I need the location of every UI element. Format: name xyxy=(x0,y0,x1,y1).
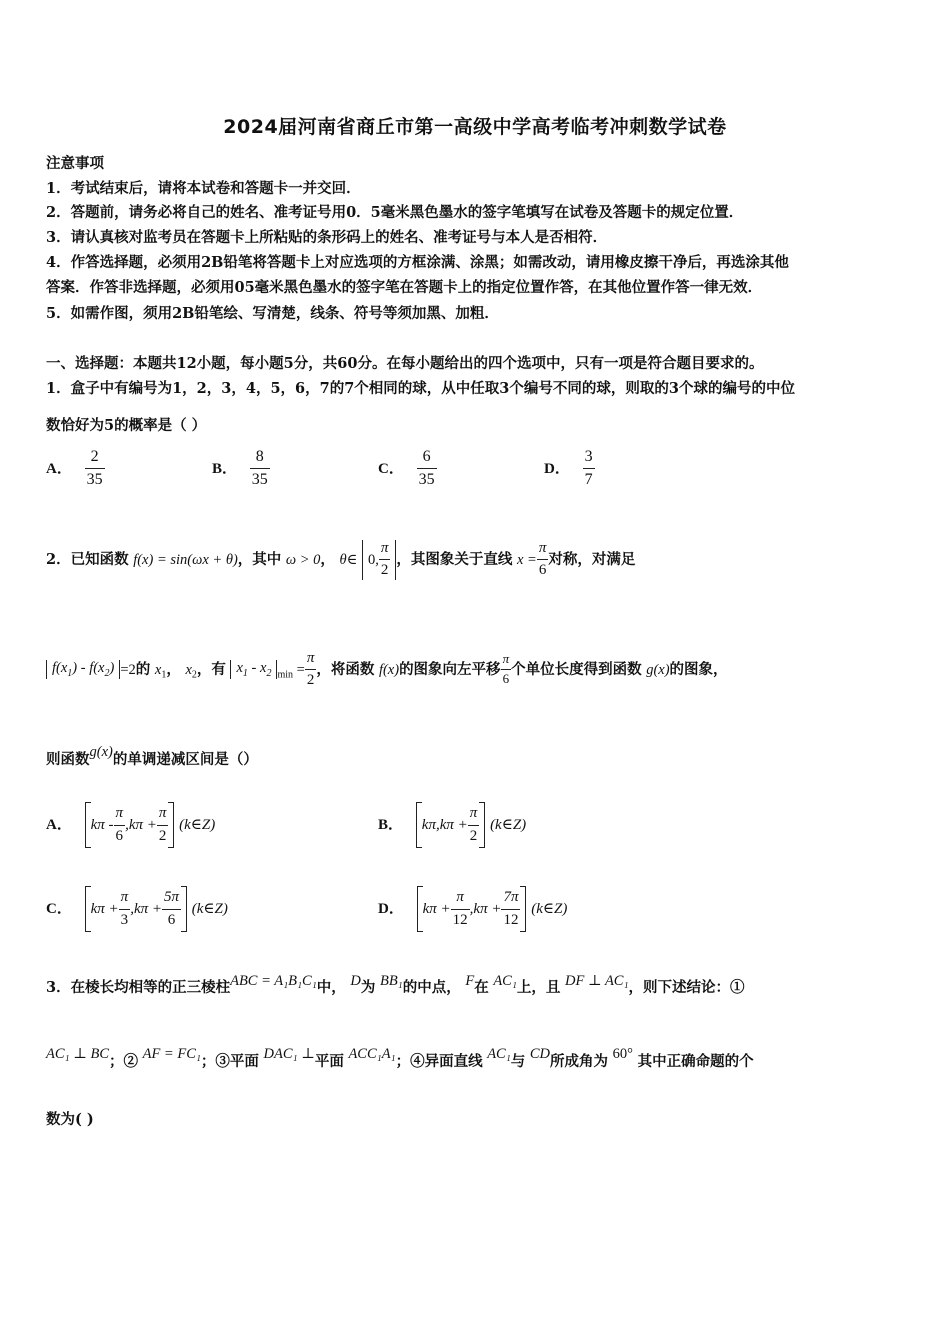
q2-abs-x: $x_1 - x_2$ xyxy=(230,660,277,679)
option-label: B． xyxy=(212,460,238,477)
q2-theta: θ∈ xyxy=(339,551,358,568)
q1-option-b[interactable] xyxy=(212,448,270,490)
q2-option-a[interactable]: A． kπ - $\frac{\pi}{6}$ ,kπ + $\frac{\pi}{2}$ (k∈Z) xyxy=(46,802,215,848)
option-label: C． xyxy=(378,460,404,477)
q1-option-a[interactable] xyxy=(46,448,105,490)
option-fraction: $\frac{3}{7}$ xyxy=(584,448,593,489)
notice-item-4-cont: 答案．作答非选择题，必须用05毫米黑色墨水的签字笔在答题卡上的指定位置作答，在其他位置作答一律无效． xyxy=(46,279,763,296)
q1-option-c[interactable] xyxy=(378,448,437,490)
option-fraction: $\frac{2}{35}$ xyxy=(86,448,103,489)
notice-heading: 注意事项 xyxy=(46,155,104,172)
q2-omega: ω > 0 xyxy=(285,551,321,568)
option-label: D． xyxy=(544,460,570,477)
option-fraction: $\frac{6}{35}$ xyxy=(418,448,435,489)
q3-line1: 3．在棱长均相等的正三棱柱ABC = A₁B₁C₁中， D为 BB₁的中点， F在 AC₁上，且 DF ⊥ AC₁，则下述结论：① xyxy=(46,973,745,996)
page-title: 2024届河南省商丘市第一高级中学高考临考冲刺数学试卷 xyxy=(223,116,727,138)
q3-line2: AC₁ ⊥ BC；② AF = FC₁；③平面 DAC₁ ⊥平面 ACC₁A₁；④异面直线 AC₁与 CD所成角为 60° 其中正确命题的个 xyxy=(46,1046,754,1070)
notice-item-4: 4．作答选择题，必须用2B铅笔将答题卡上对应选项的方框涂满、涂黑；如需改动，请用橡皮擦干净后，再选涂其他 xyxy=(46,254,789,271)
option-fraction: $\frac{8}{35}$ xyxy=(251,448,268,489)
q2-abs-difference: $f(x_1) - f(x_2)$ xyxy=(46,660,120,679)
option-label: A． xyxy=(46,460,72,477)
q2-line3: 则函数g(x)的单调递减区间是（） xyxy=(46,744,258,768)
q2-option-c[interactable]: C． kπ + $\frac{\pi}{3}$ ,kπ + $\frac{5\pi}{6}$ (k∈Z) xyxy=(46,886,228,932)
q2-line2: $f(x_1) - f(x_2) =2$的 $x_1$， $x_2$，有 $x_1 - x_2$ $_{min}$ = $\frac{\pi}{2}$ ，将函数 f(x)的图象向左平移 $\frac{\pi}{6}$ 个单位长度得到函数 g(x)的图象， xyxy=(46,650,728,690)
notice-item-1: 1．考试结束后，请将本试卷和答题卡一并交回． xyxy=(46,180,361,197)
notice-item-2: 2．答题前，请务必将自己的姓名、准考证号用0．5毫米黑色墨水的签字笔填写在试卷及答题卡的规定位置． xyxy=(46,204,744,221)
q1-line1: 1．盒子中有编号为1，2，3，4，5，6，7的7个相同的球，从中任取3个编号不同的球，则取的3个球的编号的中位 xyxy=(46,380,795,397)
q2-option-d[interactable]: D． kπ + $\frac{\pi}{12}$ ,kπ + $\frac{7\pi}{12}$ (k∈Z) xyxy=(378,886,567,932)
q3-line3: 数为( ) xyxy=(46,1111,94,1128)
q2-pi-over-6: $\frac{\pi}{6}$ xyxy=(538,540,547,579)
q1-line2: 数恰好为5的概率是（ ） xyxy=(46,417,207,434)
q2-option-b[interactable]: B． kπ,kπ + $\frac{\pi}{2}$ (k∈Z) xyxy=(378,802,526,848)
q2-theta-interval: 0, $\frac{\pi}{2}$ xyxy=(362,540,396,580)
section-heading: 一、选择题：本题共12小题，每小题5分，共60分。在每小题给出的四个选项中，只有一项是符合题目要求的。 xyxy=(46,355,764,372)
notice-item-5: 5．如需作图，须用2B铅笔绘、写清楚，线条、符号等须加黑、加粗． xyxy=(46,305,499,322)
q2-line1: 2．已知函数 f(x) = sin(ωx + θ)，其中 ω > 0， θ∈ 0, $\frac{\pi}{2}$ ，其图象关于直线 x = $\frac{\pi}{6}$ 对称，对满足 xyxy=(46,540,636,579)
q2-function: f(x) = sin(ωx + θ) xyxy=(133,551,238,568)
q1-option-d[interactable] xyxy=(544,448,595,490)
notice-item-3: 3．请认真核对监考员在答题卡上所粘贴的条形码上的姓名、准考证号与本人是否相符． xyxy=(46,229,608,246)
